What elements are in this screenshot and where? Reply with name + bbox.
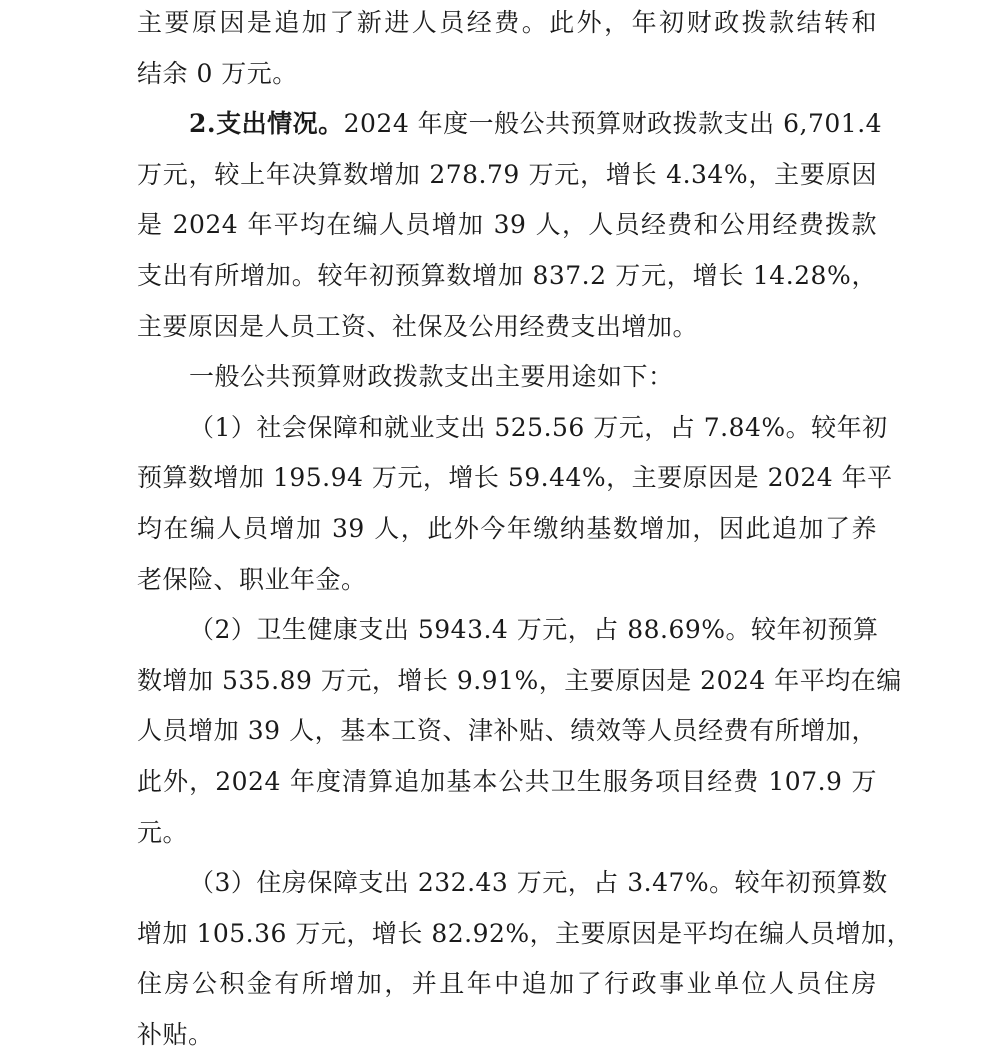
paragraph-item-3: [137, 858, 913, 1060]
paragraph-uses-intro: [137, 352, 877, 403]
text-line: 数增加 535.89 万元，增长 9.91%，主要原因是 2024 年平均在编: [137, 665, 902, 695]
text-line: [137, 99, 883, 150]
text-line: （3）住房保障支出 232.43 万元，占 3.47%。较年初预算数: [189, 868, 888, 898]
text-line: 万元，较上年决算数增加 278.79 万元，增长 4.34%，主要原因: [137, 159, 877, 189]
text-line: 结余 0 万元。: [137, 58, 298, 88]
text-line: 支出有所增加。较年初预算数增加 837.2 万元，增长 14.28%，: [137, 260, 877, 290]
text-line: 元。: [137, 817, 189, 847]
text-fragment: 2024 年度一般公共预算财政拨款支出 6,701.4: [343, 109, 883, 139]
text-line: 主要原因是人员工资、社保及公用经费支出增加。: [137, 311, 699, 341]
text-line: 一般公共预算财政拨款支出主要用途如下：: [189, 362, 674, 392]
text-line: 人员增加 39 人，基本工资、津补贴、绩效等人员经费有所增加，: [137, 716, 877, 746]
section-heading: 2.支出情况。: [189, 109, 344, 139]
paragraph-item-1: [137, 403, 893, 605]
text-line: （1）社会保障和就业支出 525.56 万元，占 7.84%。较年初: [189, 412, 888, 442]
paragraph-expenditure-overview: [137, 99, 883, 352]
text-line: 预算数增加 195.94 万元，增长 59.44%，主要原因是 2024 年平: [137, 463, 893, 493]
text-line: 均在编人员增加 39 人，此外今年缴纳基数增加，因此追加了养: [137, 513, 877, 543]
paragraph-income-tail: [137, 0, 877, 99]
text-line: 补贴。: [137, 1019, 214, 1049]
text-line: 老保险、职业年金。: [137, 564, 367, 594]
text-line: （2）卫生健康支出 5943.4 万元，占 88.69%。较年初预算: [189, 615, 879, 645]
text-line: 主要原因是追加了新进人员经费。此外，年初财政拨款结转和: [137, 8, 877, 37]
paragraph-item-2: [137, 605, 902, 858]
text-line: 是 2024 年平均在编人员增加 39 人，人员经费和公用经费拨款: [137, 210, 877, 240]
text-line: 增加 105.36 万元，增长 82.92%，主要原因是平均在编人员增加，: [137, 918, 913, 948]
text-line: 住房公积金有所增加，并且年中追加了行政事业单位人员住房: [137, 969, 877, 999]
text-line: 此外，2024 年度清算追加基本公共卫生服务项目经费 107.9 万: [137, 766, 877, 796]
